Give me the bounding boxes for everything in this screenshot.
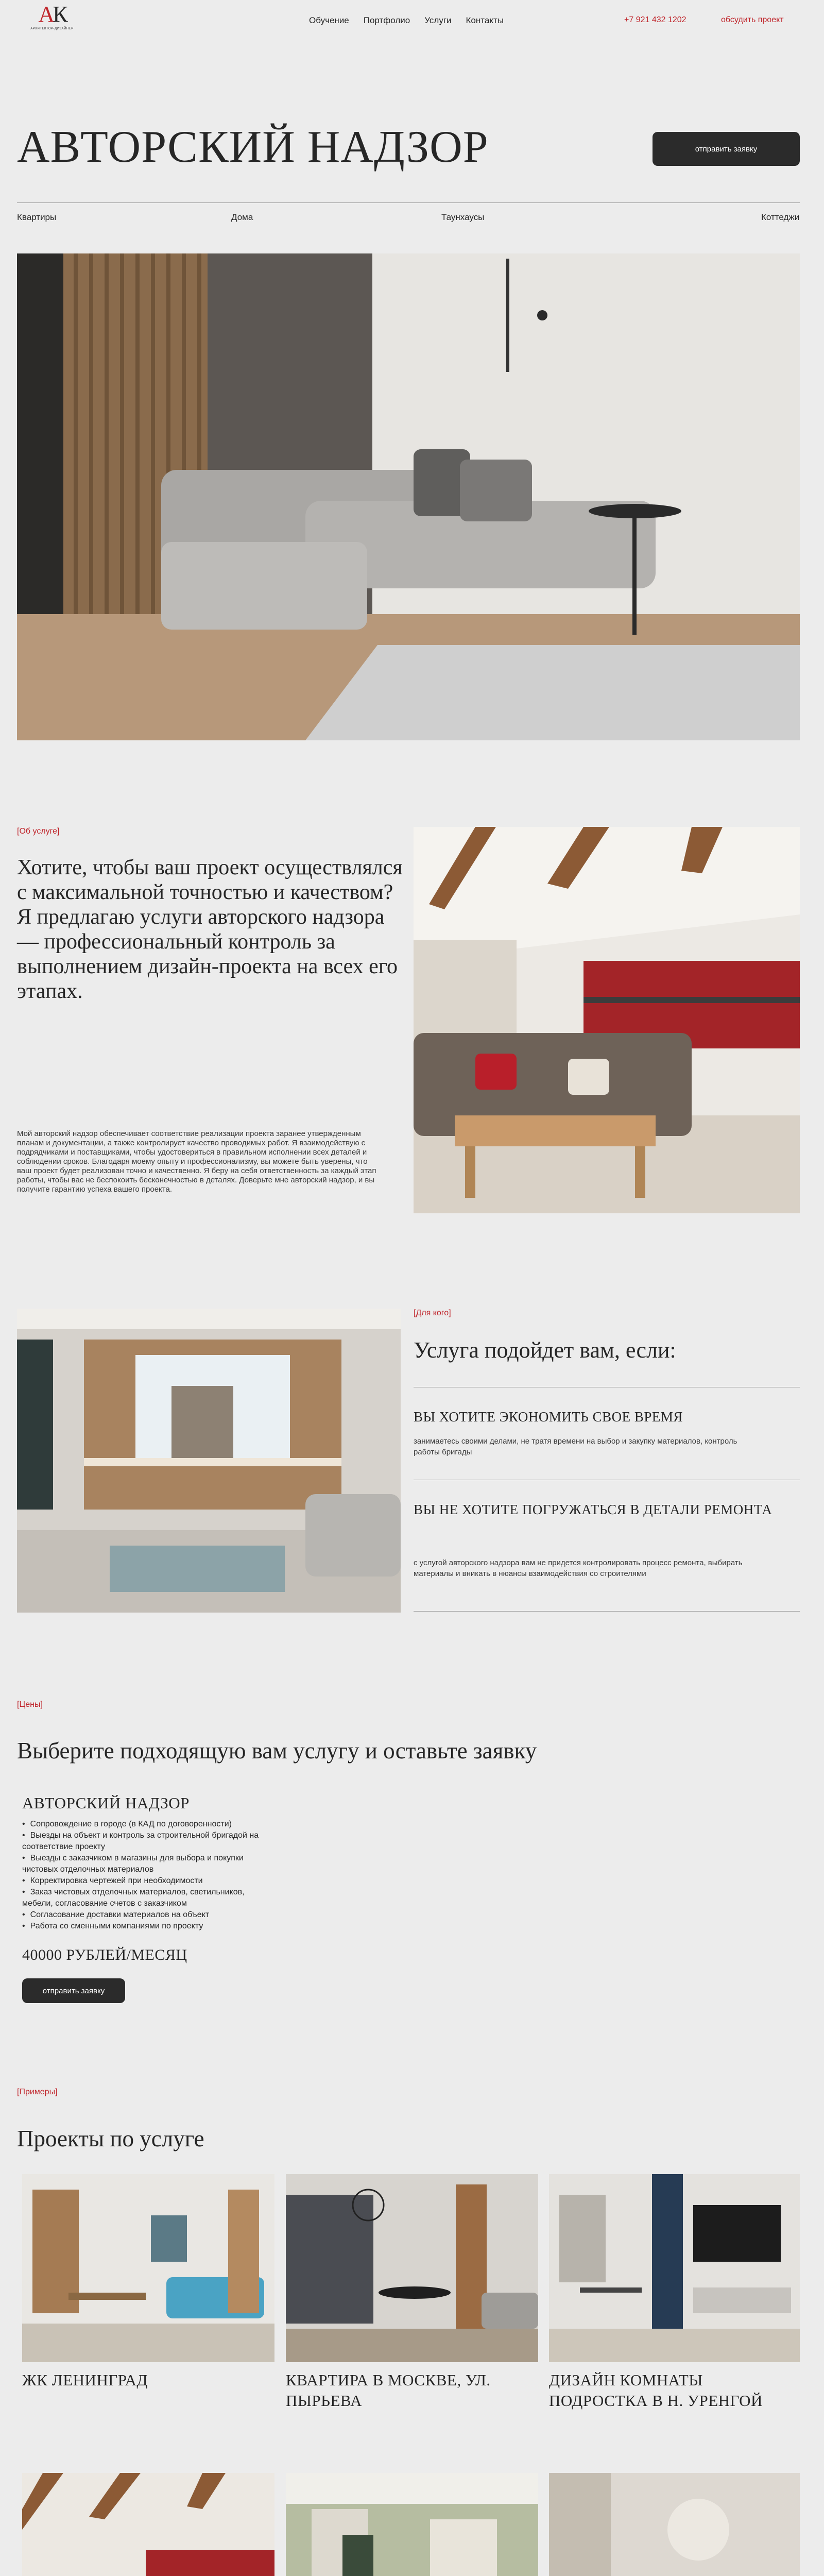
nav-item-services[interactable]: Услуги <box>424 15 452 25</box>
category-apartments[interactable]: Квартиры <box>17 212 57 222</box>
project-title-3[interactable]: ДИЗАЙН КОМНАТЫ ПОДРОСТКА В Н. УРЕНГОЙ <box>549 2371 763 2410</box>
feature-item: • Выезды на объект и контроль за строительной бригадой на соответствие проекту <box>22 1830 259 1853</box>
category-cottages[interactable]: Коттеджи <box>761 212 800 222</box>
nav-item-portfolio[interactable]: Портфолио <box>363 15 410 25</box>
feature-item: • Работа со сменными компаниями по проекту <box>22 1921 259 1932</box>
logo-monogram: АК <box>38 2 66 27</box>
fit-item-title-2: ВЫ НЕ ХОТИТЕ ПОГРУЖАТЬСЯ В ДЕТАЛИ РЕМОНТА <box>414 1502 772 1517</box>
pricing-tag: [Цены] <box>17 1700 43 1709</box>
logo[interactable] <box>19 2 85 38</box>
feature-item: • Сопровождение в городе (в КАД по договоренности) <box>22 1819 259 1830</box>
header-phone[interactable]: +7 921 432 1202 <box>624 15 686 24</box>
divider <box>414 1611 800 1612</box>
intro-body: Мой авторский надзор обеспечивает соответствие реализации проекта заранее утвержденным планам и документации, а также контролирует качество проводимых работ. Я взаимодействую с подрядчиками и поставщиками, чтобы удостовериться в правильном исполнении всех деталей и соблюдении сроков. Благодаря моему опыту и профессионализму, вы можете быть уверены, что ваш проект будет реализован точно и качественно. Я беру на себя ответственность за каждый этап работы, чтобы вас не беспокоить бесконечностью в деталях. Доверьте мне авторский надзор, и вы получите гарантию успеха вашего проекта. <box>17 1129 376 1194</box>
projects-tag: [Примеры] <box>17 2088 58 2096</box>
page-title: АВТОРСКИЙ НАДЗОР <box>17 122 489 172</box>
project-photo-1[interactable] <box>22 2174 274 2362</box>
project-photo-3[interactable] <box>549 2174 800 2362</box>
main-nav <box>309 15 504 26</box>
site-header <box>0 0 824 46</box>
intro-heading: Хотите, чтобы ваш проект осуществлялся с максимальной точностью и качеством? Я предлагаю услуги авторского надзора — профессиональный контроль за выполнением дизайн-проекта на всех его этапах. <box>17 856 403 1003</box>
kitchen-living-photo <box>414 827 800 1213</box>
project-photo-4[interactable] <box>22 2473 274 2576</box>
project-title-2[interactable]: КВАРТИРА В МОСКВЕ, УЛ. ПЫРЬЕВА <box>286 2371 491 2410</box>
fit-item-text-2: с услугой авторского надзора вам не придется контролировать процесс ремонта, выбирать материалы и вникать в нюансы взаимодействия со строителями <box>414 1558 743 1578</box>
pricing-features <box>22 1819 259 1932</box>
project-title-1[interactable]: ЖК ЛЕНИНГРАД <box>22 2371 148 2389</box>
feature-item: • Выезды с заказчиком в магазины для выбора и покупки чистовых отделочных материалов <box>22 1853 259 1875</box>
feature-item: • Корректировка чертежей при необходимости <box>22 1875 259 1887</box>
fit-heading: Услуга подойдет вам, если: <box>414 1337 676 1363</box>
project-photo-2[interactable] <box>286 2174 538 2362</box>
discuss-project-link[interactable]: обсудить проект <box>721 15 784 24</box>
fit-item-title-1: ВЫ ХОТИТЕ ЭКОНОМИТЬ СВОЕ ВРЕМЯ <box>414 1409 683 1425</box>
nav-item-education[interactable]: Обучение <box>309 15 349 25</box>
intro-tag: [Об услуге] <box>17 827 60 836</box>
pricing-heading: Выберите подходящую вам услугу и оставьте заявку <box>17 1738 537 1764</box>
projects-heading: Проекты по услуге <box>17 2126 204 2151</box>
feature-item: • Согласование доставки материалов на объект <box>22 1909 259 1921</box>
divider <box>17 202 800 203</box>
feature-item: • Заказ чистовых отделочных материалов, светильников, мебели, согласование счетов с заказчиком <box>22 1887 259 1909</box>
logo-caption: АРХИТЕКТОР-ДИЗАЙНЕР <box>30 27 74 30</box>
pricing-card-title: АВТОРСКИЙ НАДЗОР <box>22 1794 190 1812</box>
hero-request-button[interactable]: отправить заявку <box>653 132 800 166</box>
pricing-price: 40000 РУБЛЕЙ/МЕСЯЦ <box>22 1946 187 1963</box>
fit-item-text-1: занимаетесь своими делами, не тратя времени на выбор и закупку материалов, контроль работы бригады <box>414 1437 737 1456</box>
nav-item-contacts[interactable]: Контакты <box>466 15 504 25</box>
pricing-request-button[interactable]: отправить заявку <box>22 1978 125 2003</box>
category-townhouses[interactable]: Таунхаусы <box>441 212 485 222</box>
fit-tag: [Для кого] <box>414 1309 451 1317</box>
project-photo-6[interactable] <box>549 2473 800 2576</box>
category-houses[interactable]: Дома <box>231 212 253 222</box>
hero-interior-photo <box>17 253 800 740</box>
workspace-photo <box>17 1309 401 1613</box>
project-photo-5[interactable] <box>286 2473 538 2576</box>
